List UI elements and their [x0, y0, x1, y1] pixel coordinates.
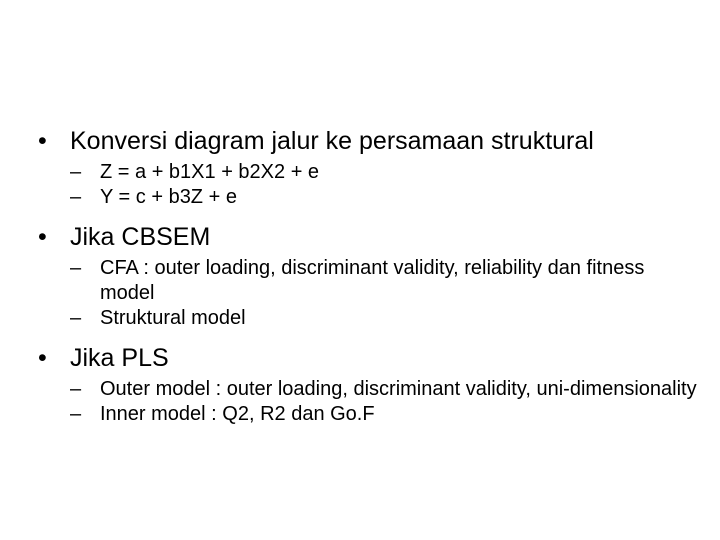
- sub-bullet-item: [38, 402, 698, 427]
- sub-bullet-item: [38, 185, 698, 210]
- bullet-item: [38, 341, 698, 375]
- bullet-item: [38, 220, 698, 254]
- bullet-text: Jika PLS: [70, 344, 169, 372]
- sub-bullet-text: Z = a + b1X1 + b2X2 + e: [100, 161, 320, 183]
- dash-icon: –: [70, 257, 82, 279]
- sub-bullet-text: Struktural model: [100, 307, 246, 329]
- sub-bullet-text: Inner model : Q2, R2 dan Go.F: [100, 403, 375, 425]
- bullet-icon: •: [38, 344, 47, 372]
- sub-bullet-item: [38, 377, 698, 402]
- sub-bullet-text: Y = c + b3Z + e: [100, 186, 237, 208]
- bullet-list: [38, 124, 698, 427]
- sub-bullet-text: CFA : outer loading, discriminant validity, reliability dan fitness model: [100, 257, 645, 304]
- dash-icon: –: [70, 186, 82, 208]
- sub-bullet-item: [38, 256, 698, 306]
- sub-bullet-item: [38, 160, 698, 185]
- sub-bullet-text: Outer model : outer loading, discriminant validity, uni-dimensionality: [100, 378, 697, 400]
- dash-icon: –: [70, 307, 82, 329]
- sub-bullet-item: [38, 306, 698, 331]
- dash-icon: –: [70, 403, 82, 425]
- bullet-text: Konversi diagram jalur ke persamaan struktural: [70, 127, 594, 155]
- bullet-item: [38, 124, 698, 158]
- bullet-icon: •: [38, 223, 47, 251]
- dash-icon: –: [70, 161, 82, 183]
- dash-icon: –: [70, 378, 82, 400]
- bullet-icon: •: [38, 127, 47, 155]
- bullet-text: Jika CBSEM: [70, 223, 211, 251]
